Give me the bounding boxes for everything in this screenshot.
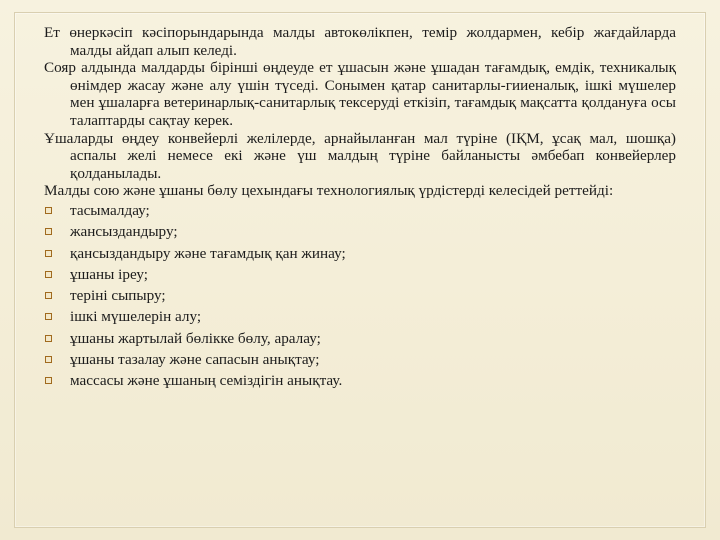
square-bullet-icon: [45, 335, 52, 342]
list-item: [44, 306, 676, 327]
list-item-text: қансыздандыру және тағамдық қан жинау;: [70, 244, 346, 262]
paragraph-transport: Ет өнеркәсіп кәсіпорындарында малды автокөлікпен, темір жолдармен, кебір жағдайларда малды айдап алып келеді.: [44, 24, 676, 59]
list-item: [44, 221, 676, 242]
square-bullet-icon: [45, 250, 52, 257]
list-item-text: массасы және ұшаның семіздігін анықтау.: [70, 372, 343, 390]
list-item-text: тасымалдау;: [70, 201, 150, 219]
process-steps-list: [44, 200, 676, 392]
paragraph-conveyor: Ұшаларды өңдеу конвейерлі желілерде, арнайыланған мал түріне (ІҚМ, ұсақ мал, шошқа) аспалы желі немесе екі және үш малдың түріне байланысты әмбебап конвейерлер қолданылады.: [44, 129, 676, 182]
paragraph-pre-slaughter: Сояр алдында малдарды бірінші өңдеуде ет ұшасын және ұшадан тағамдық, емдік, техникалық өнімдер жасау және алу үшін түседі. Сонымен қатар санитарлы-гииеналық, ішкі мүшелер мен ұшаларға ветеринарлық-санитарлық тексеруді еткізіп, тағамдық мақсатта қолдануға осы талаптарды сақтау керек.: [44, 59, 676, 129]
list-item: [44, 264, 676, 285]
list-item-text: ұшаны жартылай бөлікке бөлу, аралау;: [70, 329, 321, 347]
list-item: [44, 349, 676, 370]
square-bullet-icon: [45, 228, 52, 235]
square-bullet-icon: [45, 377, 52, 384]
square-bullet-icon: [45, 207, 52, 214]
list-item: [44, 370, 676, 391]
list-item: [44, 328, 676, 349]
list-item: [44, 200, 676, 221]
list-item-text: ішкі мүшелерін алу;: [70, 308, 202, 326]
list-item-text: теріні сыпыру;: [70, 287, 166, 305]
square-bullet-icon: [45, 271, 52, 278]
list-item-text: ұшаны іреу;: [70, 265, 148, 283]
list-item: [44, 285, 676, 306]
slide-content: [44, 24, 676, 392]
square-bullet-icon: [45, 356, 52, 363]
paragraph-process-intro: Малды сою және ұшаны бөлу цехындағы технологиялық үрдістерді келесідей реттейді:: [44, 182, 614, 200]
list-item-text: ұшаны тазалау және сапасын анықтау;: [70, 351, 320, 369]
square-bullet-icon: [45, 313, 52, 320]
list-item-text: жансыздандыру;: [70, 223, 178, 241]
list-item: [44, 243, 676, 264]
square-bullet-icon: [45, 292, 52, 299]
